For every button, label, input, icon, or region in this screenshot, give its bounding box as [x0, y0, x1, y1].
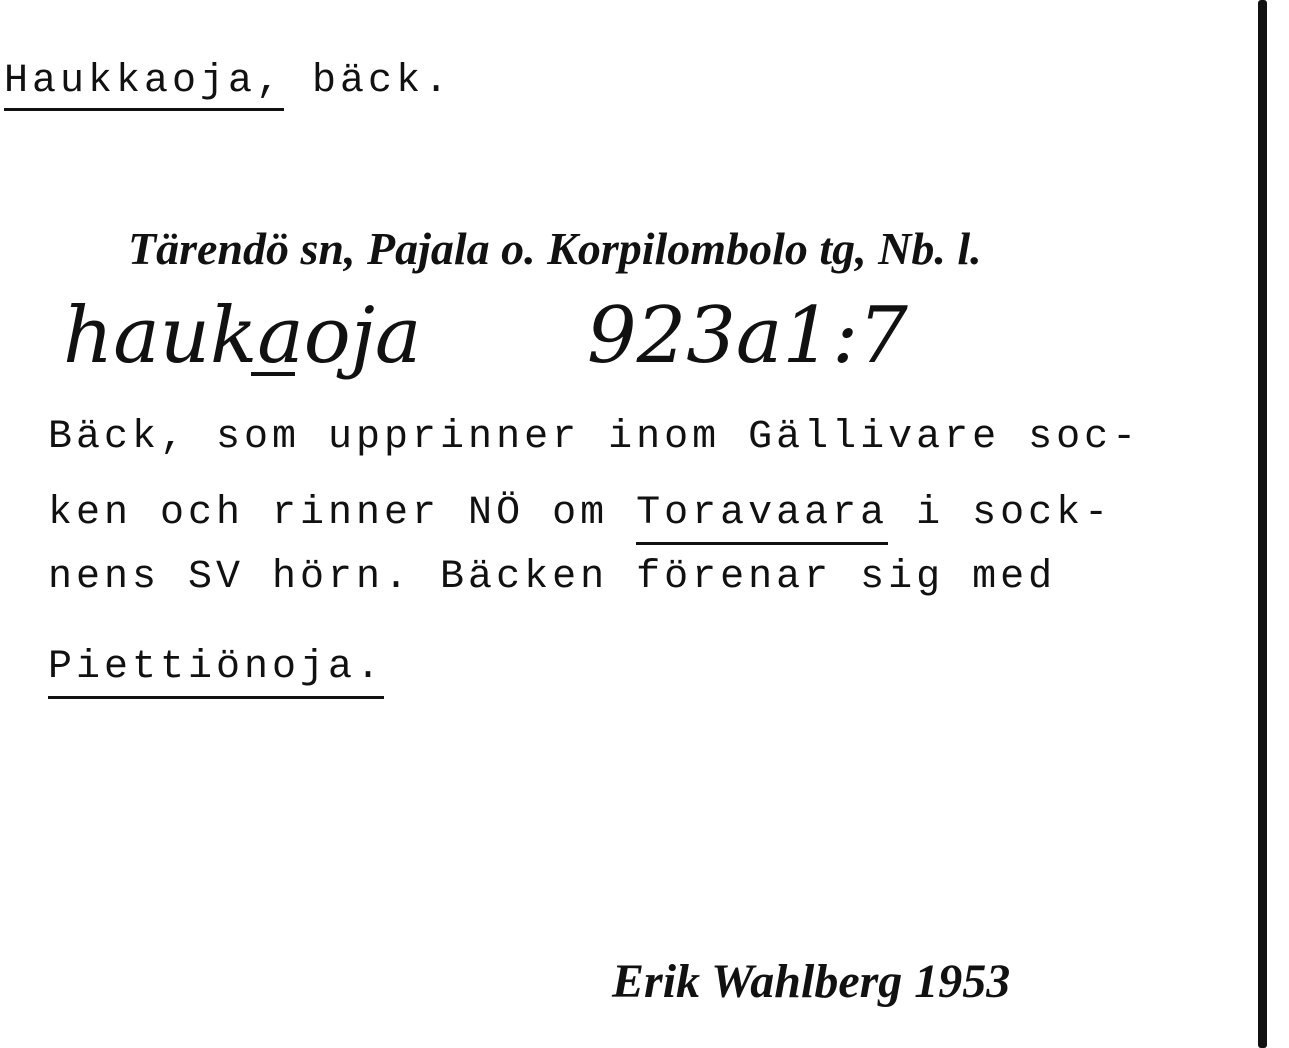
place-reference-toravaara: Toravaara: [636, 491, 888, 545]
card-heading: [4, 59, 453, 104]
description-line-4: [48, 645, 385, 690]
description-text: i sock-: [888, 491, 1113, 536]
description-line-1: Bäck, som upprinner inom Gällivare soc-: [48, 415, 1141, 460]
handwritten-word: haukaoja: [63, 291, 422, 381]
location-line: Tärendö sn, Pajala o. Korpilombolo tg, Nb. l.: [128, 223, 982, 274]
description-line-3: nens SV hörn. Bäcken förenar sig med: [48, 555, 1057, 600]
handwritten-reference: 923a1:7: [587, 291, 908, 381]
handwritten-annotation: [55, 280, 955, 430]
description-text: ken och rinner NÖ om: [48, 491, 637, 536]
card-edge-line: [1258, 0, 1267, 1048]
place-name: Haukkaoja,: [4, 59, 284, 111]
place-reference-piettionoja: Piettiönoja.: [48, 645, 384, 699]
signature: Erik Wahlberg 1953: [612, 955, 1011, 1008]
place-type: bäck.: [284, 59, 453, 104]
description-line-2: [48, 491, 1113, 536]
